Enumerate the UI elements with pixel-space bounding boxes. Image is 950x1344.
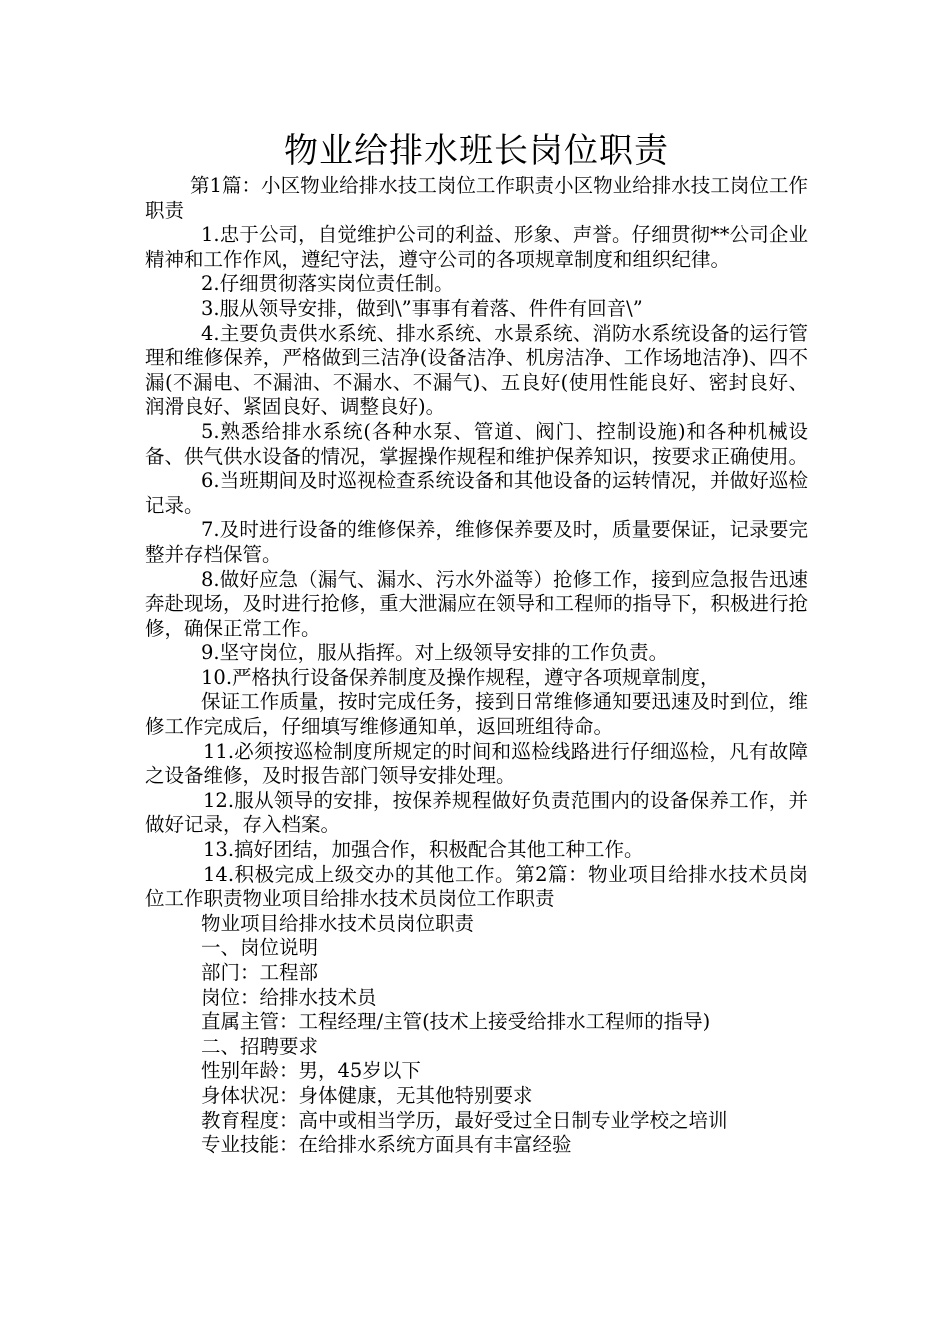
- paragraph-item-11: 11.必须按巡检制度所规定的时间和巡检线路进行仔细巡检，凡有故障之设备维修，及时报告部门领导安排处理。: [145, 739, 808, 788]
- paragraph-item-8: 8.做好应急（漏气、漏水、污水外溢等）抢修工作，接到应急报告迅速奔赴现场，及时进行抢修，重大泄漏应在领导和工程师的指导下，积极进行抢修，确保正常工作。: [145, 567, 809, 640]
- paragraph-item-9: 9.坚守岗位，服从指挥。对上级领导安排的工作负责。: [201, 641, 669, 665]
- field-supervisor: 直属主管：工程经理/主管(技术上接受给排水工程师的指导): [201, 1010, 711, 1034]
- paragraph-item-10: 10.严格执行设备保养制度及操作规程，遵守各项规章制度，: [201, 665, 720, 689]
- paragraph-item-14: 14.积极完成上级交办的其他工作。第2篇：物业项目给排水技术员岗位工作职责物业项目给排水技术员岗位工作职责: [145, 862, 808, 911]
- document-title: 物业给排水班长岗位职责: [284, 131, 669, 171]
- subheading-requirements: 二、招聘要求: [201, 1034, 319, 1058]
- field-position: 岗位：给排水技术员: [201, 985, 377, 1009]
- document-page: [145, 128, 808, 1158]
- section-2-heading: 物业项目给排水技术员岗位职责: [201, 911, 475, 935]
- paragraph-item-4: 4.主要负责供水系统、排水系统、水景系统、消防水系统设备的运行管理和维修保养，严格做到三洁净(设备洁净、机房洁净、工作场地洁净)、四不漏(不漏电、不漏油、不漏水、不漏气)、五良好(使用性能良好、密封良好、润滑良好、紧固良好、调整良好)。: [145, 321, 808, 419]
- paragraph-item-2: 2.仔细贯彻落实岗位责任制。: [201, 272, 454, 296]
- paragraph-item-1: 1.忠于公司，自觉维护公司的利益、形象、声誉。仔细贯彻**公司企业精神和工作作风，遵纪守法，遵守公司的各项规章制度和组织纪律。: [145, 223, 808, 271]
- paragraph-item-6: 6.当班期间及时巡视检查系统设备和其他设备的运转情况，并做好巡检记录。: [145, 469, 808, 517]
- paragraph-item-13: 13.搞好团结，加强合作，积极配合其他工种工作。: [203, 838, 644, 862]
- paragraph-item-12: 12.服从领导的安排，按保养规程做好负责范围内的设备保养工作，并做好记录，存入档案。: [145, 788, 808, 837]
- field-department: 部门：工程部: [201, 961, 319, 984]
- paragraph-item-7: 7.及时进行设备的维修保养，维修保养要及时，质量要保证，记录要完整并存档保管。: [145, 518, 808, 566]
- paragraph-item-10-continued: 保证工作质量，按时完成任务，接到日常维修通知要迅速及时到位，维修工作完成后，仔细填写维修通知单，返回班组待命。: [145, 690, 808, 739]
- field-gender-age: 性别年龄：男，45岁以下: [201, 1059, 421, 1083]
- paragraph-item-3: 3.服从领导安排，做到\”事事有着落、件件有回音\”: [201, 296, 643, 320]
- paragraph-section-1-heading: 第1篇：小区物业给排水技工岗位工作职责小区物业给排水技工岗位工作职责: [145, 174, 808, 222]
- field-skills: 专业技能：在给排水系统方面具有丰富经验: [201, 1133, 572, 1157]
- document-body: [145, 174, 808, 1158]
- paragraph-item-5: 5.熟悉给排水系统(各种水泵、管道、阀门、控制设施)和各种机械设备、供气供水设备的情况，掌握操作规程和维护保养知识，按要求正确使用。: [145, 419, 809, 468]
- field-health: 身体状况：身体健康，无其他特别要求: [201, 1083, 533, 1107]
- field-education: 教育程度：高中或相当学历，最好受过全日制专业学校之培训: [201, 1108, 728, 1132]
- subheading-job-description: 一、岗位说明: [201, 936, 319, 960]
